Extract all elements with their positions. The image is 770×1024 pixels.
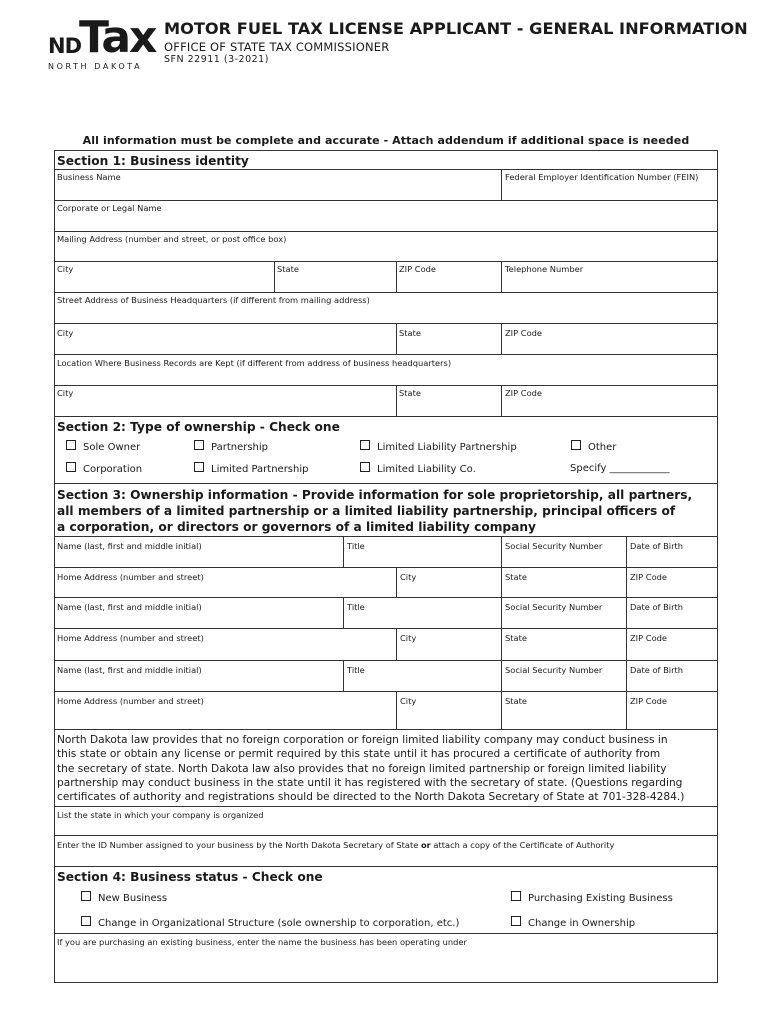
state-label: State <box>277 264 299 274</box>
owner3-zip-label: ZIP Code <box>630 696 668 706</box>
records-location-label: Location Where Business Records are Kept (if different from address of business headquarters) <box>57 358 452 368</box>
checkbox-purchasing-existing[interactable]: Purchasing Existing Business <box>511 891 673 904</box>
hq-address-label: Street Address of Business Headquarters (if different from mailing address) <box>57 295 370 305</box>
form-number: SFN 22911 (3-2021) <box>164 54 269 65</box>
legal-name-label: Corporate or Legal Name <box>57 203 162 213</box>
telephone-label: Telephone Number <box>505 264 584 274</box>
owner2-city-label: City <box>400 633 417 643</box>
section2-heading: Section 2: Type of ownership - Check one <box>57 420 340 434</box>
form-title: MOTOR FUEL TAX LICENSE APPLICANT - GENERAL INFORMATION <box>164 19 748 38</box>
checkbox-limited-partnership[interactable]: Limited Partnership <box>194 462 309 475</box>
checkbox-sole-owner[interactable]: Sole Owner <box>66 440 140 453</box>
owner3-state-label: State <box>505 696 527 706</box>
owner2-ssn-label: Social Security Number <box>505 602 603 612</box>
owner3-title-label: Title <box>347 665 365 675</box>
owner2-address-label: Home Address (number and street) <box>57 633 204 643</box>
checkbox-partnership[interactable]: Partnership <box>194 440 268 453</box>
owner1-dob-label: Date of Birth <box>630 541 684 551</box>
checkbox-llp[interactable]: Limited Liability Partnership <box>360 440 517 453</box>
checkbox-new-business[interactable]: New Business <box>81 891 167 904</box>
other-specify-field[interactable]: Specify ____________ <box>570 463 670 474</box>
owner2-state-label: State <box>505 633 527 643</box>
logo-state: NORTH DAKOTA <box>48 62 143 71</box>
checkbox-corporation[interactable]: Corporation <box>66 462 142 475</box>
owner1-address-label: Home Address (number and street) <box>57 572 204 582</box>
office-name: OFFICE OF STATE TAX COMMISSIONER <box>164 40 390 54</box>
owner3-address-label: Home Address (number and street) <box>57 696 204 706</box>
section4-heading: Section 4: Business status - Check one <box>57 870 323 884</box>
checkbox-other[interactable]: Other <box>571 440 616 453</box>
logo-tax: Tax <box>79 12 156 63</box>
owner3-name-label: Name (last, first and middle initial) <box>57 665 202 675</box>
section3-heading: Section 3: Ownership information - Provide information for sole proprietorship, all partners, all members of a limited partnership or a limited liability partnership, principal officers of a corporation, or directors or governors of a limited liability company <box>57 488 693 534</box>
owner1-city-label: City <box>400 572 417 582</box>
instructions: All information must be complete and accurate - Attach addendum if additional space is needed <box>82 134 690 147</box>
owner3-dob-label: Date of Birth <box>630 665 684 675</box>
prior-business-name-label: If you are purchasing an existing business, enter the name the business has been operating under <box>57 937 467 947</box>
city-label: City <box>57 264 74 274</box>
owner2-name-label: Name (last, first and middle initial) <box>57 602 202 612</box>
owner1-ssn-label: Social Security Number <box>505 541 603 551</box>
state-organized-label: List the state in which your company is organized <box>57 810 264 820</box>
records-city-label: City <box>57 388 74 398</box>
owner2-title-label: Title <box>347 602 365 612</box>
mailing-address-label: Mailing Address (number and street, or post office box) <box>57 234 287 244</box>
owner3-city-label: City <box>400 696 417 706</box>
fein-label: Federal Employer Identification Number (FEIN) <box>505 172 699 182</box>
section1-heading: Section 1: Business identity <box>57 154 249 168</box>
hq-zip-label: ZIP Code <box>505 328 543 338</box>
records-zip-label: ZIP Code <box>505 388 543 398</box>
sos-id-number-label: Enter the ID Number assigned to your business by the North Dakota Secretary of State or attach a copy of the Certificate of Authority <box>57 840 615 850</box>
checkbox-change-structure[interactable]: Change in Organizational Structure (sole ownership to corporation, etc.) <box>81 916 459 929</box>
owner1-name-label: Name (last, first and middle initial) <box>57 541 202 551</box>
owner2-dob-label: Date of Birth <box>630 602 684 612</box>
checkbox-llc[interactable]: Limited Liability Co. <box>360 462 476 475</box>
logo-nd: ND <box>48 34 82 58</box>
checkbox-change-ownership[interactable]: Change in Ownership <box>511 916 635 929</box>
owner2-zip-label: ZIP Code <box>630 633 668 643</box>
owner1-title-label: Title <box>347 541 365 551</box>
foreign-business-notice: North Dakota law provides that no foreign corporation or foreign limited liability company may conduct business in this state or obtain any license or permit required by this state until it has procured a certificate of authority from the secretary of state. North Dakota law also provides that no foreign limited partnership or foreign limited liability partnership may conduct business in the state until it has registered with the secretary of state. (Questions regarding certificates of authority and registrations should be directed to the North Dakota Secretary of State at 701-328-4284.) <box>57 734 685 804</box>
owner1-state-label: State <box>505 572 527 582</box>
records-state-label: State <box>399 388 421 398</box>
zip-label: ZIP Code <box>399 264 437 274</box>
business-name-label: Business Name <box>57 172 121 182</box>
hq-city-label: City <box>57 328 74 338</box>
owner3-ssn-label: Social Security Number <box>505 665 603 675</box>
hq-state-label: State <box>399 328 421 338</box>
owner1-zip-label: ZIP Code <box>630 572 668 582</box>
